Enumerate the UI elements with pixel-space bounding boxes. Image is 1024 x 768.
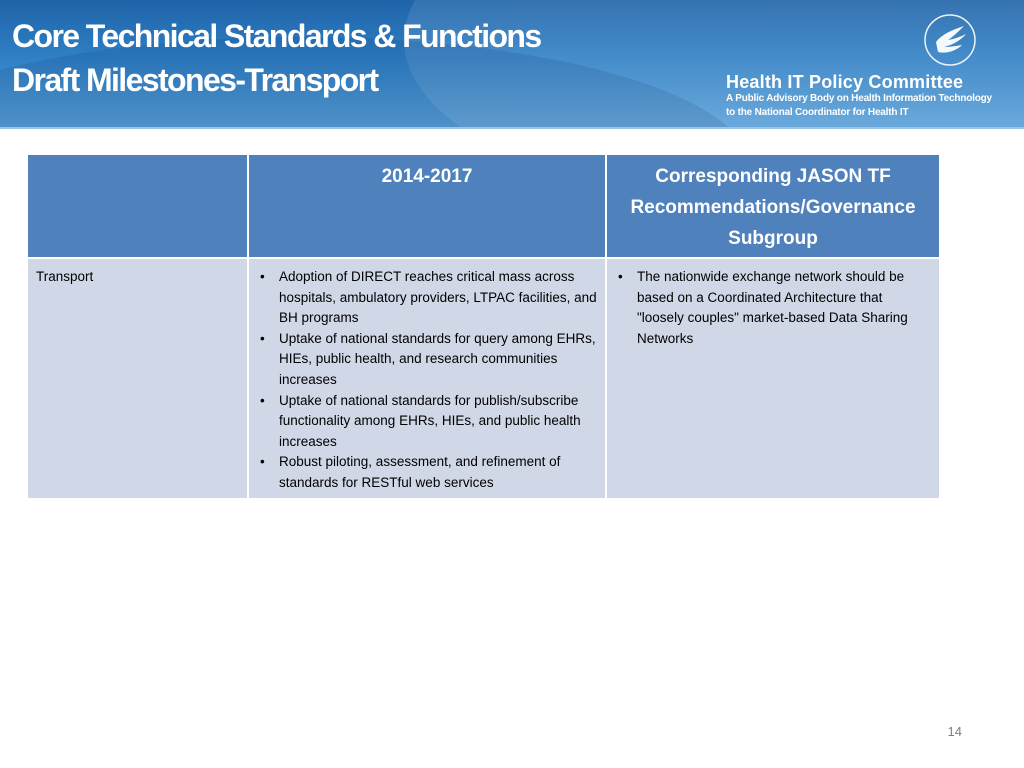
page-number: 14	[947, 724, 962, 739]
header-divider	[0, 127, 1024, 129]
header-jason-recommendations: Corresponding JASON TF Recommendations/Governance Subgroup	[606, 154, 940, 258]
table-header-row	[27, 154, 940, 258]
header-blank	[27, 154, 248, 258]
milestone-list	[257, 267, 597, 494]
milestones-table	[26, 153, 941, 500]
committee-tagline-1: A Public Advisory Body on Health Information Technology	[726, 93, 992, 104]
recommendations-cell	[606, 258, 940, 499]
recommendation-list	[615, 267, 931, 349]
committee-tagline-2: to the National Coordinator for Health IT	[726, 107, 909, 118]
milestone-item: • Robust piloting, assessment, and refinement of standards for RESTful web services	[257, 452, 597, 493]
title-line-2: Draft Milestones-Transport	[12, 62, 378, 98]
milestone-item: • Uptake of national standards for query among EHRs, HIEs, public health, and research communities increases	[257, 329, 597, 391]
milestone-item: • Adoption of DIRECT reaches critical mass across hospitals, ambulatory providers, LTPAC facilities, and BH programs	[257, 267, 597, 329]
row-label-transport: Transport	[27, 258, 248, 499]
header-period: 2014-2017	[248, 154, 606, 258]
slide-title	[12, 14, 541, 102]
committee-name: Health IT Policy Committee	[726, 72, 964, 92]
title-line-1: Core Technical Standards & Functions	[12, 18, 541, 54]
milestone-item: • Uptake of national standards for publish/subscribe functionality among EHRs, HIEs, and public health increases	[257, 391, 597, 453]
milestones-cell	[248, 258, 606, 499]
table-row	[27, 258, 940, 499]
recommendation-item: • The nationwide exchange network should be based on a Coordinated Architecture that "loosely couples" market-based Data Sharing Networks	[615, 267, 931, 349]
hhs-eagle-icon	[922, 12, 978, 68]
committee-branding	[726, 72, 992, 120]
